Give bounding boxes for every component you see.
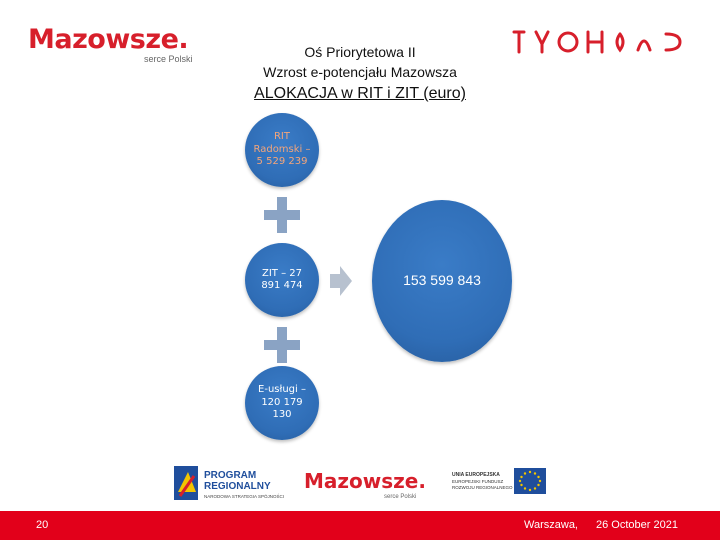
total-value: 153 599 843 — [403, 272, 481, 289]
footer-logo-wordmark: Mazowsze. — [304, 469, 426, 493]
slide-title-line1: Oś Priorytetowa II — [304, 44, 416, 60]
mazowsze-footer-logo — [304, 469, 426, 500]
rit-node — [245, 113, 319, 187]
footer-city: Warszawa, — [524, 519, 578, 531]
total-node — [372, 200, 512, 362]
eu-line2: EUROPEJSKI FUNDUSZ — [452, 479, 504, 484]
program-line3: NARODOWA STRATEGIA SPÓJNOŚCI — [204, 494, 285, 499]
slide-title-line3: ALOKACJA w RIT i ZIT (euro) — [254, 85, 466, 102]
mazowsze-logo — [28, 24, 208, 68]
rit-node-label: RIT Radomski – 5 529 239 — [253, 131, 311, 168]
arrow-right-icon — [330, 266, 352, 296]
logo-tagline: serce Polski — [144, 54, 193, 64]
zit-node — [245, 243, 319, 317]
eu-logo — [452, 468, 546, 494]
plus-icon — [264, 327, 300, 363]
regional-pictograms-icon — [510, 28, 692, 56]
logo-wordmark: Mazowsze. — [28, 24, 189, 55]
program-line1: PROGRAM — [204, 470, 257, 481]
footer-logo-tagline: serce Polski — [384, 494, 417, 500]
zit-node-label: ZIT – 27 891 474 — [261, 267, 303, 291]
e-uslugi-node-label: E-usługi – 120 179 130 — [258, 384, 306, 421]
page-number: 20 — [36, 519, 49, 531]
eu-line1: UNIA EUROPEJSKA — [452, 472, 500, 478]
program-line2: REGIONALNY — [204, 481, 271, 492]
slide-title-line2: Wzrost e-potencjału Mazowsza — [263, 64, 457, 80]
footer-date: 26 October 2021 — [596, 519, 678, 531]
plus-icon — [264, 197, 300, 233]
eu-line3: ROZWOJU REGIONALNEGO — [452, 485, 513, 490]
e-uslugi-node — [245, 366, 319, 440]
footer-logos — [170, 462, 550, 506]
program-regionalny-logo — [174, 466, 284, 500]
